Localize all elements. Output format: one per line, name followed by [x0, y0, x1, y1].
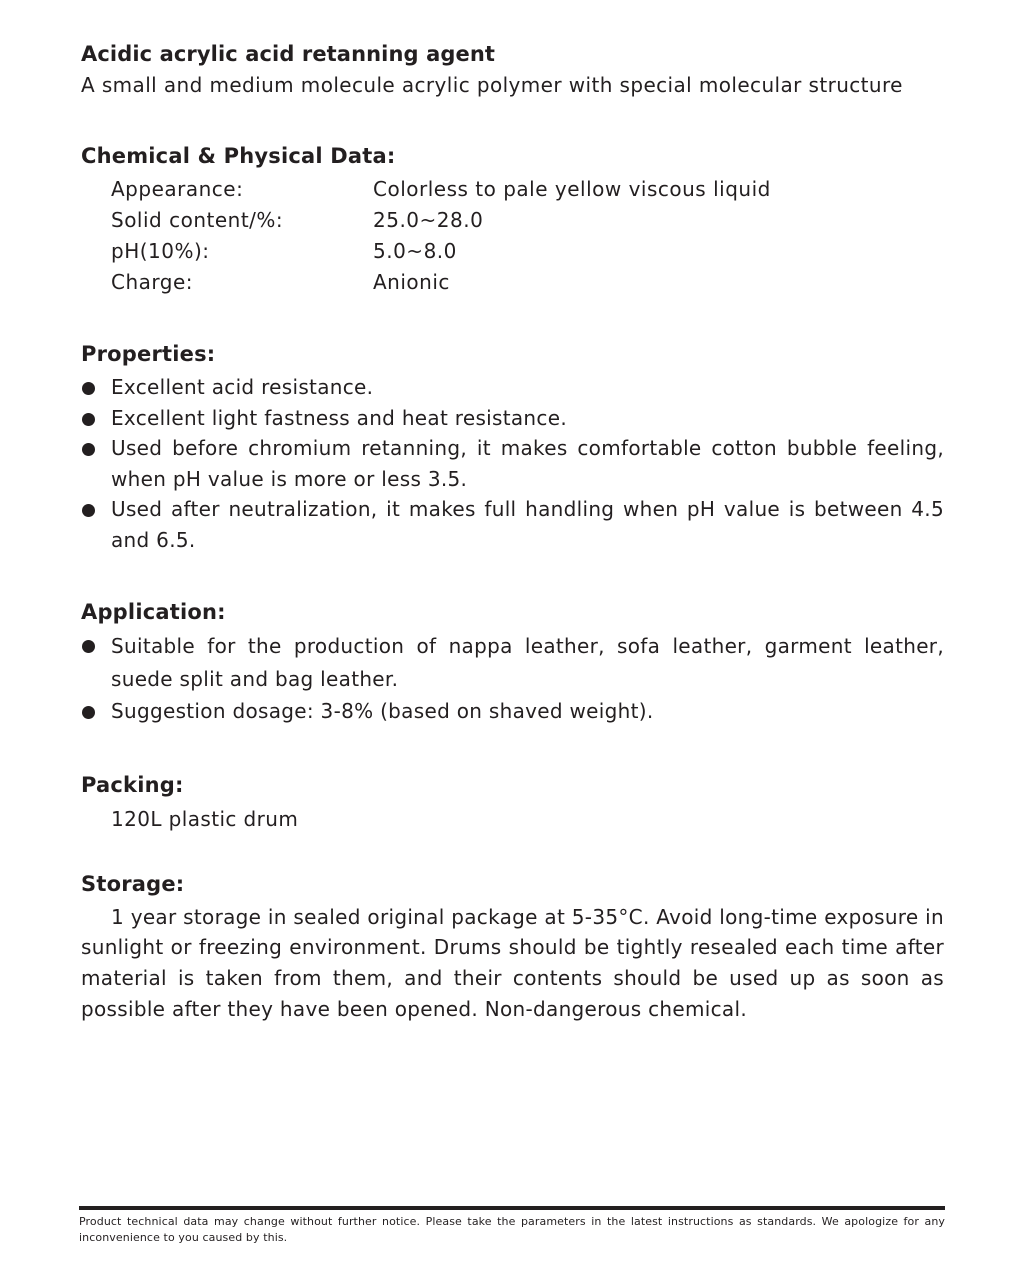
list-item-text: Used after neutralization, it makes full handling when pH value is between 4.5 and 6.5.: [111, 497, 944, 552]
data-value: Anionic: [373, 270, 450, 294]
list-item: [81, 494, 944, 555]
storage-text: 1 year storage in sealed original package at 5-35°C. Avoid long-time exposure in sunlight or freezing environment. Drums should be tightly resealed each time after material is taken from them, and their contents should be used up as soon as possible after they have been opened. Non-dangerous chemical.: [81, 904, 944, 1021]
data-value: 25.0~28.0: [373, 208, 484, 232]
packing-text: 120L plastic drum: [111, 806, 299, 831]
data-label: Appearance:: [111, 177, 244, 201]
storage-heading: Storage:: [81, 871, 185, 896]
list-item-text: Suitable for the production of nappa leather, sofa leather, garment leather, suede split and bag leather.: [111, 634, 944, 691]
application-heading: Application:: [81, 600, 226, 624]
list-item-text: Suggestion dosage: 3-8% (based on shaved weight).: [111, 699, 654, 723]
chemical-data-table: [111, 174, 944, 298]
data-value: 5.0~8.0: [373, 239, 457, 263]
properties-list: [81, 372, 944, 555]
bullet-dot-icon: [81, 494, 111, 555]
list-item: [81, 403, 944, 434]
list-item: [81, 433, 944, 494]
list-item-text: Excellent acid resistance.: [111, 375, 374, 399]
list-item: [81, 696, 944, 727]
bullet-dot-icon: [81, 403, 111, 434]
bullet-dot-icon: [81, 433, 111, 494]
data-value: Colorless to pale yellow viscous liquid: [373, 177, 771, 201]
bullet-dot-icon: [81, 372, 111, 403]
bullet-dot-icon: [81, 630, 111, 696]
data-row-ph: [111, 236, 944, 267]
data-row-charge: [111, 267, 944, 298]
data-label: Solid content/%:: [111, 208, 284, 232]
data-row-solid-content: [111, 205, 944, 236]
product-subtitle: A small and medium molecule acrylic polymer with special molecular structure: [81, 73, 903, 97]
data-label: Charge:: [111, 270, 194, 294]
application-list: [81, 630, 944, 727]
product-title: Acidic acrylic acid retanning agent: [81, 42, 496, 66]
data-label: pH(10%):: [111, 239, 210, 263]
data-row-appearance: [111, 174, 944, 205]
list-item-text: Used before chromium retanning, it makes comfortable cotton bubble feeling, when pH value is more or less 3.5.: [111, 436, 944, 491]
list-item: [81, 630, 944, 696]
list-item: [81, 372, 944, 403]
chemical-data-heading: Chemical & Physical Data:: [81, 144, 396, 168]
packing-heading: Packing:: [81, 772, 184, 797]
bullet-dot-icon: [81, 696, 111, 727]
list-item-text: Excellent light fastness and heat resistance.: [111, 405, 567, 430]
footer-disclaimer: Product technical data may change without further notice. Please take the parameters in the latest instructions as standards. We apologize for any inconvenience to you caused by this.: [79, 1215, 945, 1244]
footer-divider: [79, 1206, 945, 1210]
datasheet-page: [81, 38, 944, 1024]
properties-heading: Properties:: [81, 342, 216, 366]
